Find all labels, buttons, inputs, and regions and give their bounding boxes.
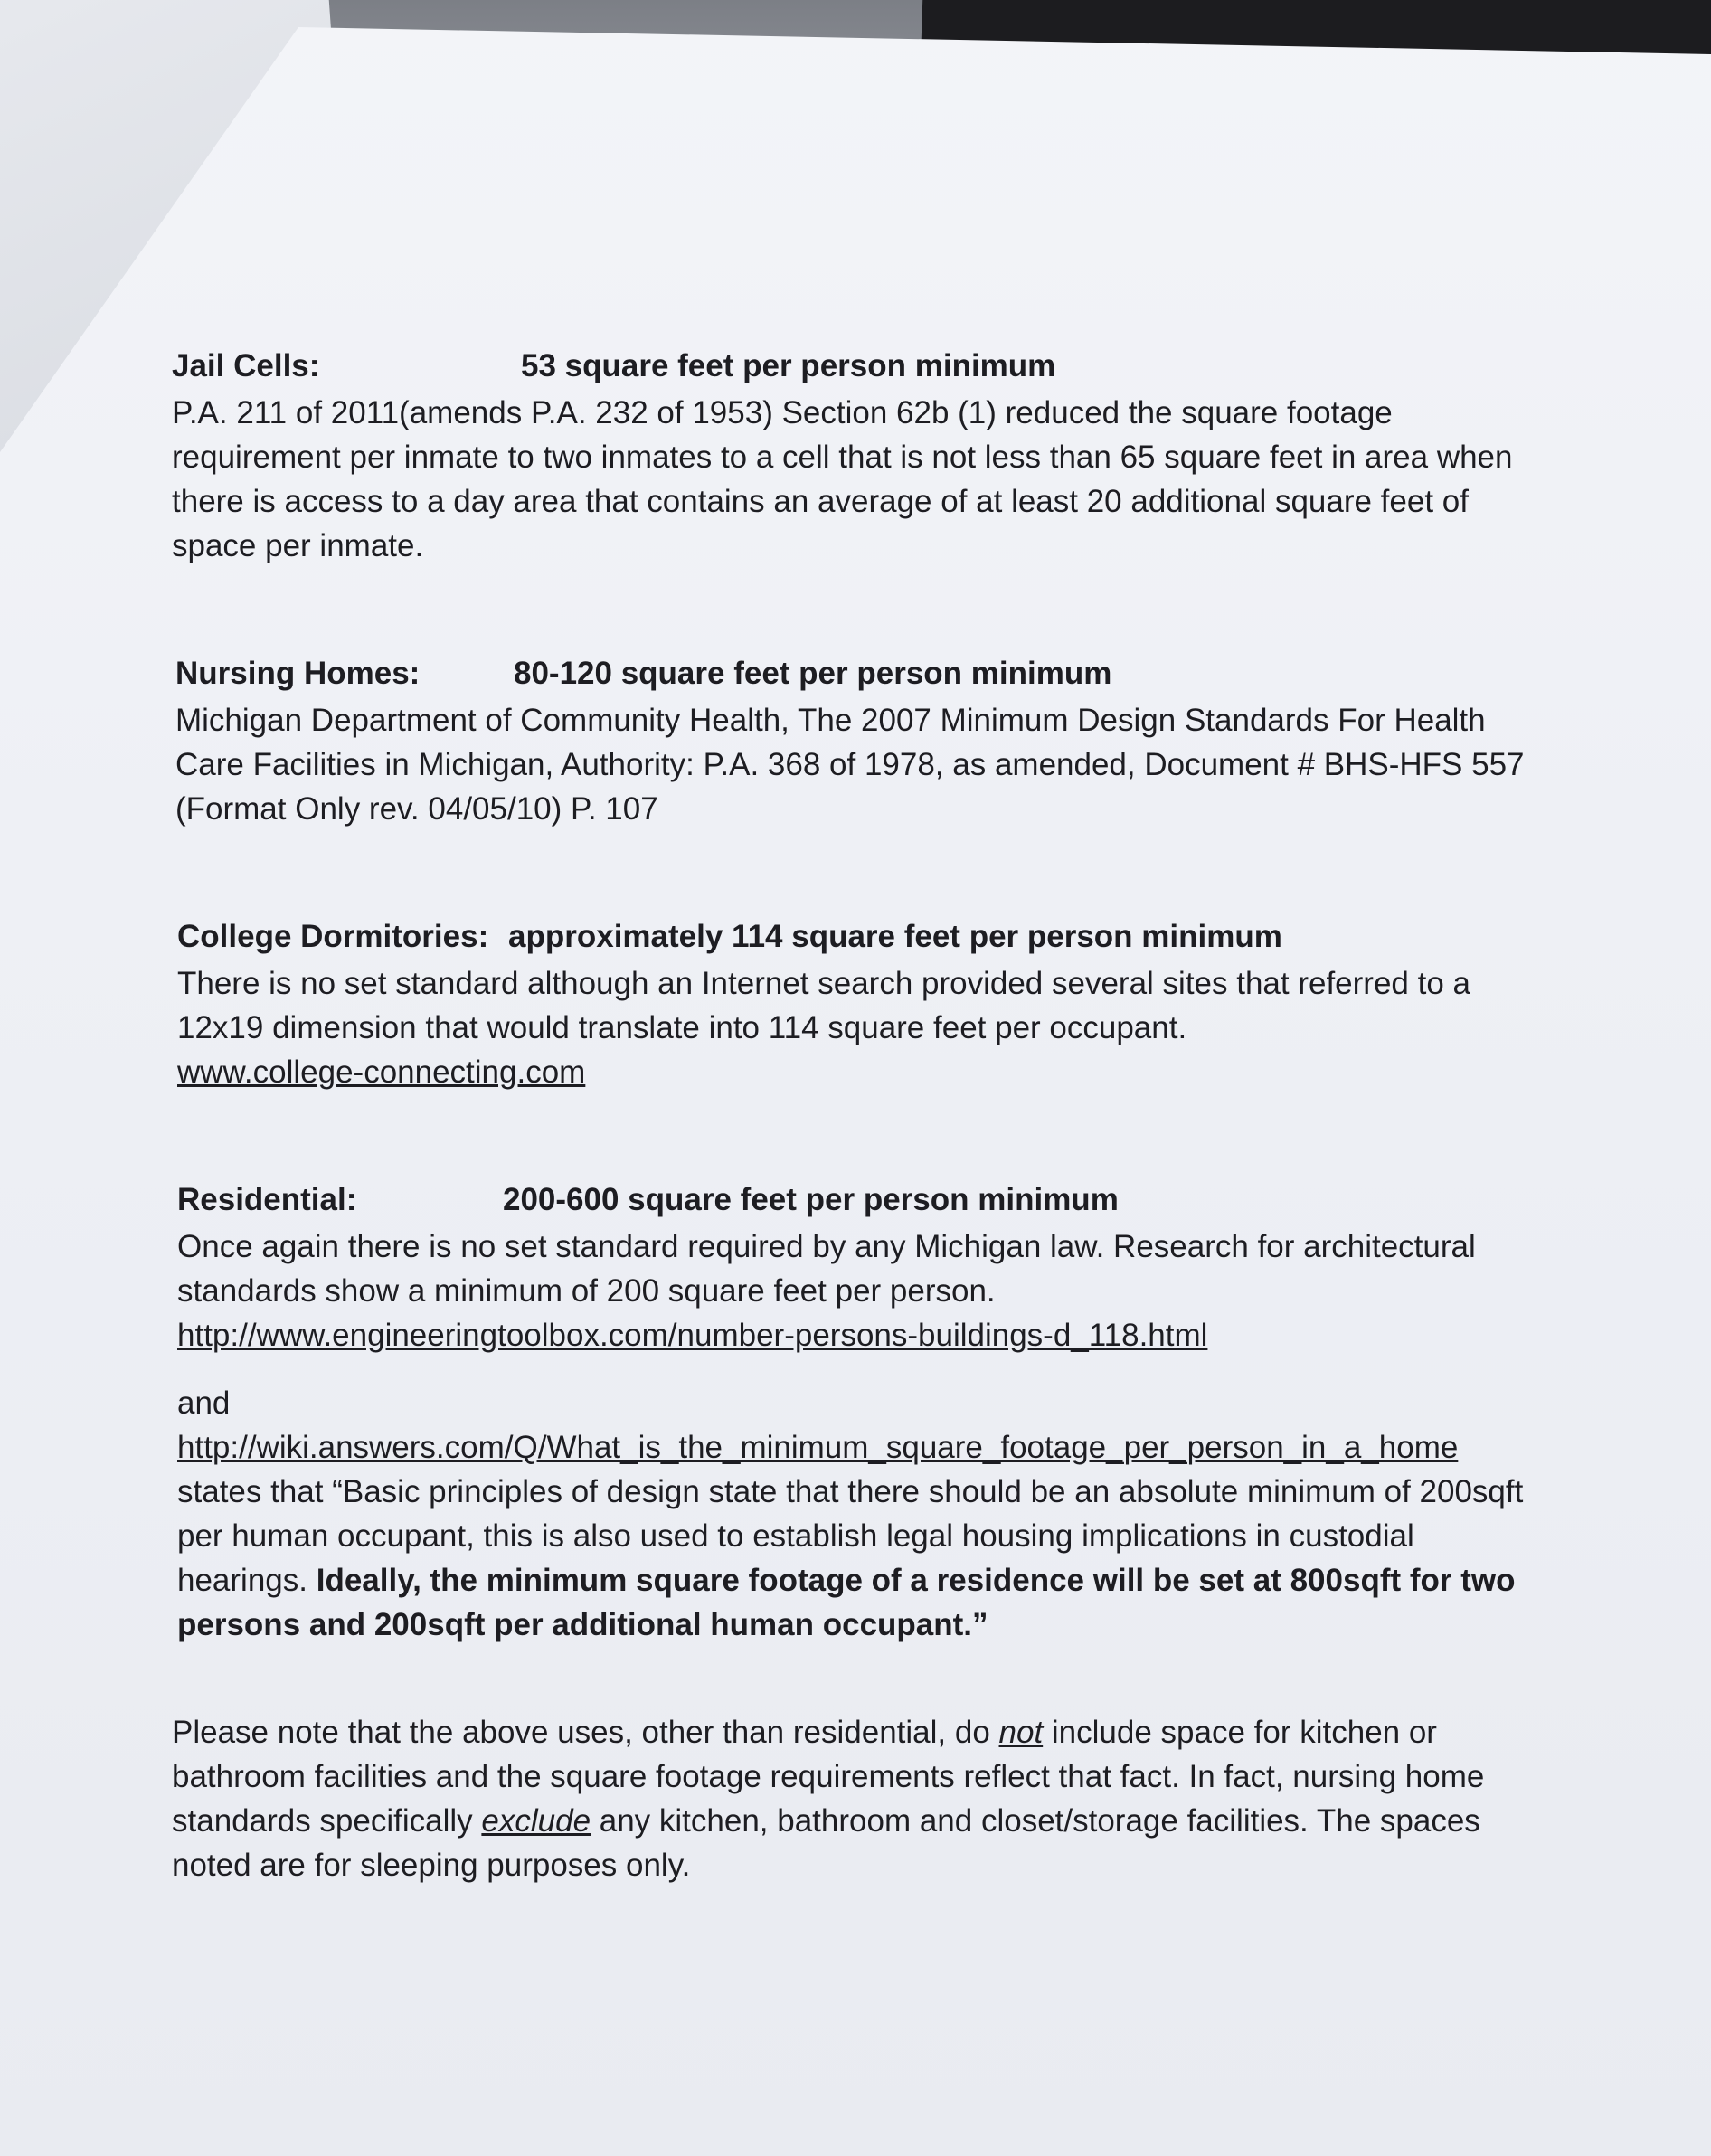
quote-paragraph: [177, 1470, 1552, 1647]
section-value: 53 square feet per person minimum: [521, 348, 1056, 383]
section-value: 80-120 square feet per person minimum: [514, 656, 1112, 691]
section-nursing-homes: [175, 651, 1550, 831]
engineeringtoolbox-link[interactable]: http://www.engineeringtoolbox.com/number-persons-buildings-d_118.html: [177, 1318, 1208, 1353]
section-body: P.A. 211 of 2011(amends P.A. 232 of 1953) Section 62b (1) reduced the square footage requirement per inmate to two inmates to a cell that is not less than 65 square feet in area when there is access to a day area that contains an average of at least 20 additional square feet of space per inmate.: [172, 395, 1513, 563]
section-college-dormitories: [177, 914, 1552, 1094]
section-body: There is no set standard although an Internet search provided several sites that referred to a 12x19 dimension that would translate into 114 square feet per occupant.: [177, 966, 1470, 1045]
and-text: and: [177, 1385, 231, 1421]
section-label: Nursing Homes:: [175, 656, 421, 691]
document-content: [172, 344, 1546, 1887]
note-not: not: [998, 1715, 1044, 1750]
section-label: Jail Cells:: [172, 348, 320, 383]
wiki-answers-link[interactable]: http://wiki.answers.com/Q/What_is_the_minimum_square_footage_per_person_in_a_home: [177, 1430, 1459, 1465]
section-label: Residential:: [177, 1182, 357, 1217]
section-value: approximately 114 square feet per person minimum: [508, 919, 1282, 954]
note-part2: include space for kitchen or bathroom facilities and the square footage requirements reflect that fact. In fact, nursing home standards specifically: [172, 1715, 1485, 1839]
section-residential: [177, 1177, 1552, 1647]
note-part3: any kitchen, bathroom and closet/storage facilities. The spaces noted are for sleeping purposes only.: [172, 1803, 1480, 1883]
quote-bold: Ideally, the minimum square footage of a residence will be set at 800sqft for two persons and 200sqft per additional human occupant.”: [177, 1563, 1516, 1642]
note-exclude: exclude: [481, 1803, 591, 1839]
section-label: College Dormitories:: [177, 919, 489, 954]
section-body: Michigan Department of Community Health, The 2007 Minimum Design Standards For Health Care Facilities in Michigan, Authority: P.A. 368 of 1978, as amended, Document # BHS-HFS 557 (Format Only rev. 04/05/10) P. 107: [175, 703, 1525, 827]
section-value: 200-600 square feet per person minimum: [503, 1182, 1119, 1217]
closing-note: [172, 1710, 1546, 1887]
section-body: Once again there is no set standard required by any Michigan law. Research for architectural standards show a minimum of 200 square feet per person.: [177, 1229, 1476, 1309]
quote-plain: states that “Basic principles of design state that there should be an absolute minimum of 200sqft per human occupant, this is also used to establish legal housing implications in custodial hearings.: [177, 1474, 1524, 1598]
note-part1: Please note that the above uses, other than residential, do: [172, 1715, 999, 1750]
section-jail-cells: [172, 344, 1546, 568]
college-connecting-link[interactable]: www.college-connecting.com: [177, 1054, 586, 1090]
